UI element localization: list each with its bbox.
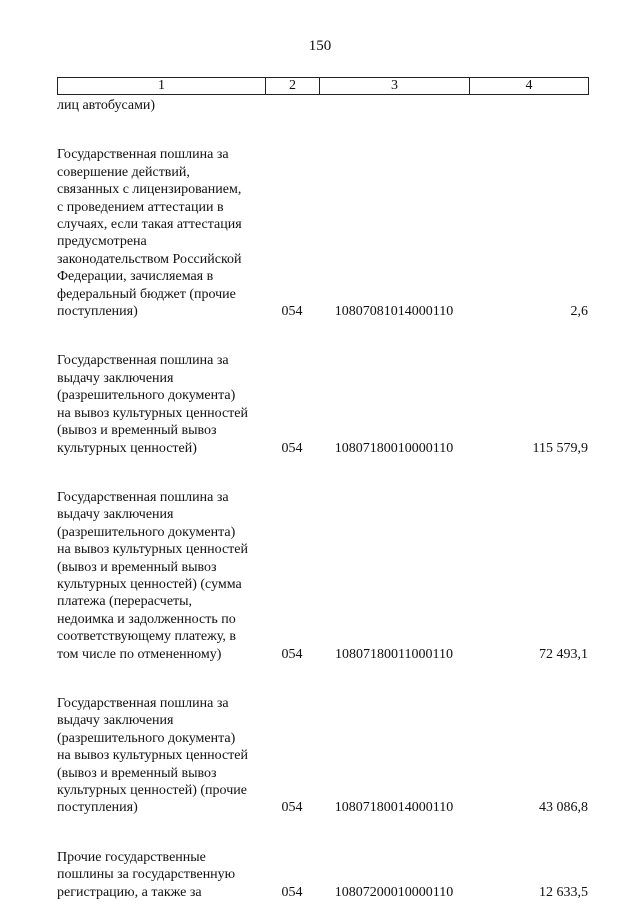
table-row <box>57 146 588 320</box>
description-line: на вывоз культурных ценностей <box>57 748 249 764</box>
description-line: с проведением аттестации в <box>57 199 224 215</box>
amount-value: 12 633,5 <box>539 884 588 900</box>
description-line: культурных ценностей) (сумма <box>57 576 242 592</box>
amount-value: 43 086,8 <box>539 800 588 816</box>
column-header-1: 1 <box>58 78 266 95</box>
description-line: пошлины за государственную <box>57 867 236 883</box>
row-description <box>57 146 265 320</box>
description-line: выдачу заключения <box>57 370 174 386</box>
revenue-table-body <box>57 97 588 901</box>
description-line: Государственная пошлина за <box>57 147 229 163</box>
column-header-row <box>58 78 589 95</box>
description-line: на вывоз культурных ценностей <box>57 542 249 558</box>
description-line: соответствующему платежу, в <box>57 629 236 645</box>
description-line: поступления) <box>57 800 138 816</box>
description-line: платежа (перерасчеты, <box>57 594 193 610</box>
column-header-table <box>57 77 589 95</box>
description-line: том числе по отмененному) <box>57 646 222 662</box>
description-line: связанных с лицензированием, <box>57 182 242 198</box>
description-line: поступления) <box>57 304 138 320</box>
admin-code: 054 <box>281 800 303 816</box>
admin-code: 054 <box>281 440 303 456</box>
description-line: (вывоз и временный вывоз <box>57 765 217 781</box>
page-number: 150 <box>308 38 332 54</box>
budget-classification-code: 10807180011000110 <box>335 646 453 662</box>
description-line: культурных ценностей) (прочие <box>57 783 247 798</box>
row-gap <box>57 320 588 352</box>
table-row <box>57 695 588 817</box>
admin-code: 054 <box>281 884 303 900</box>
description-line: культурных ценностей) <box>57 440 197 456</box>
row-gap <box>57 663 588 695</box>
description-line: выдачу заключения <box>57 507 174 523</box>
budget-classification-code: 10807081014000110 <box>334 304 454 320</box>
description-line: (разрешительного документа) <box>57 388 236 404</box>
description-line: выдачу заключения <box>57 713 174 729</box>
row-gap <box>57 457 588 489</box>
budget-classification-code: 10807180010000110 <box>334 440 454 456</box>
column-header-2: 2 <box>266 78 320 95</box>
row-description <box>57 695 265 817</box>
budget-classification-code: 10807180014000110 <box>334 800 454 816</box>
table-row <box>57 489 588 663</box>
description-line: на вывоз культурных ценностей <box>57 405 249 421</box>
continuation-row <box>57 97 588 114</box>
description-line: федеральный бюджет (прочие <box>57 286 236 302</box>
table-row <box>57 352 588 456</box>
column-header-3: 3 <box>320 78 470 95</box>
description-line: регистрацию, а также за <box>57 884 202 900</box>
description-line: Государственная пошлина за <box>57 695 229 711</box>
description-line: (разрешительного документа) <box>57 730 236 746</box>
budget-classification-code: 10807200010000110 <box>334 884 454 900</box>
table-row <box>57 849 588 901</box>
amount-value: 2,6 <box>570 304 588 320</box>
amount-value: 115 579,9 <box>532 440 588 456</box>
description-line: Прочие государственные <box>57 849 206 865</box>
row-description <box>57 489 265 663</box>
description-line: предусмотрена <box>57 234 147 250</box>
description-line: законодательством Российской <box>57 251 242 267</box>
description-line: (вывоз и временный вывоз <box>57 423 217 439</box>
column-header-4: 4 <box>470 78 589 95</box>
description-line: Государственная пошлина за <box>57 489 229 505</box>
description-line: недоимка и задолженность по <box>57 611 236 627</box>
description-line: Государственная пошлина за <box>57 353 229 369</box>
row-gap <box>57 817 588 849</box>
continuation-text <box>57 97 265 114</box>
admin-code: 054 <box>281 646 303 662</box>
row-gap <box>57 114 588 146</box>
row-description <box>57 849 265 901</box>
admin-code: 054 <box>281 304 303 320</box>
amount-value: 72 493,1 <box>539 646 588 662</box>
description-line: (вывоз и временный вывоз <box>57 559 217 575</box>
description-line: лиц автобусами) <box>57 98 156 113</box>
description-line: (разрешительного документа) <box>57 524 236 540</box>
description-line: Федерации, зачисляемая в <box>57 269 214 285</box>
description-line: совершение действий, <box>57 164 190 180</box>
row-description <box>57 352 265 456</box>
description-line: случаях, если такая аттестация <box>57 217 242 233</box>
